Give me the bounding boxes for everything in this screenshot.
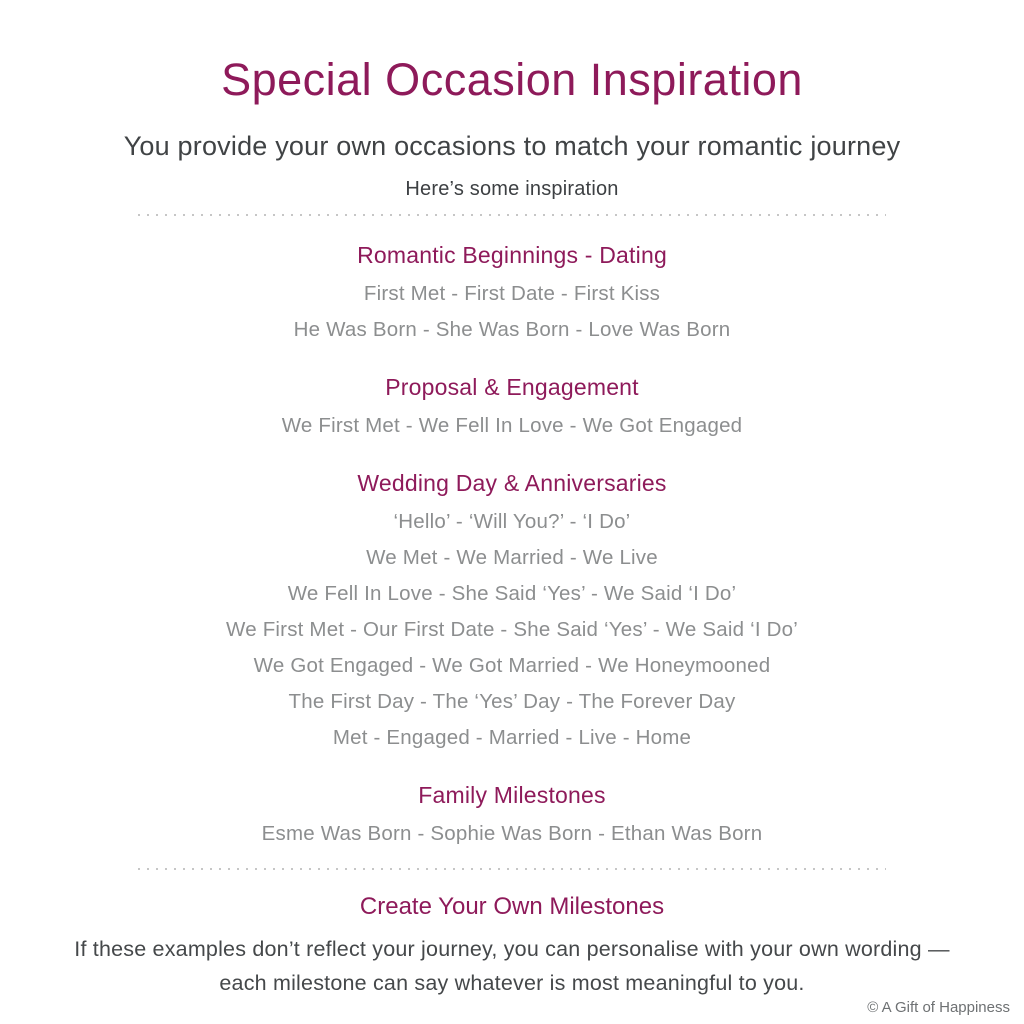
section-heading: Proposal & Engagement xyxy=(385,374,639,400)
page-subtitle: You provide your own occasions to match your romantic journey xyxy=(123,131,901,161)
milestone-example: First Met - First Date - First Kiss xyxy=(363,282,661,305)
section-wedding-anniversaries xyxy=(0,468,1024,756)
page-tagline: Here’s some inspiration xyxy=(405,178,619,200)
milestone-example: Esme Was Born - Sophie Was Born - Ethan Was Born xyxy=(261,822,763,845)
milestone-example: We Got Engaged - We Got Married - We Honeymooned xyxy=(253,654,771,677)
dotted-divider-top xyxy=(138,214,886,216)
dotted-divider-bottom xyxy=(138,868,886,870)
section-heading: Wedding Day & Anniversaries xyxy=(357,470,667,496)
milestone-example: We Fell In Love - She Said ‘Yes’ - We Said ‘I Do’ xyxy=(287,582,737,605)
milestone-example: We First Met - Our First Date - She Said ‘Yes’ - We Said ‘I Do’ xyxy=(226,618,798,641)
section-proposal-engagement xyxy=(0,372,1024,444)
milestone-example: We First Met - We Fell In Love - We Got Engaged xyxy=(281,414,743,437)
section-family-milestones xyxy=(0,780,1024,852)
section-heading: Family Milestones xyxy=(418,782,606,808)
footer-body-line: If these examples don’t reflect your journey, you can personalise with your own wording — xyxy=(74,937,950,961)
footer-body xyxy=(7,932,1017,1000)
milestone-example: We Met - We Married - We Live xyxy=(366,546,658,569)
milestone-example: ‘Hello’ - ‘Will You?’ - ‘I Do’ xyxy=(393,510,631,533)
copyright-label: © A Gift of Happiness xyxy=(867,999,1010,1016)
milestone-example: Met - Engaged - Married - Live - Home xyxy=(332,726,692,749)
section-romantic-beginnings xyxy=(0,240,1024,348)
milestone-example: The First Day - The ‘Yes’ Day - The Forever Day xyxy=(288,690,736,713)
footer-body-line: each milestone can say whatever is most meaningful to you. xyxy=(219,971,805,995)
footer-heading: Create Your Own Milestones xyxy=(359,893,665,920)
milestone-example: He Was Born - She Was Born - Love Was Born xyxy=(293,318,731,341)
page-title: Special Occasion Inspiration xyxy=(221,54,803,105)
section-heading: Romantic Beginnings - Dating xyxy=(357,242,667,268)
